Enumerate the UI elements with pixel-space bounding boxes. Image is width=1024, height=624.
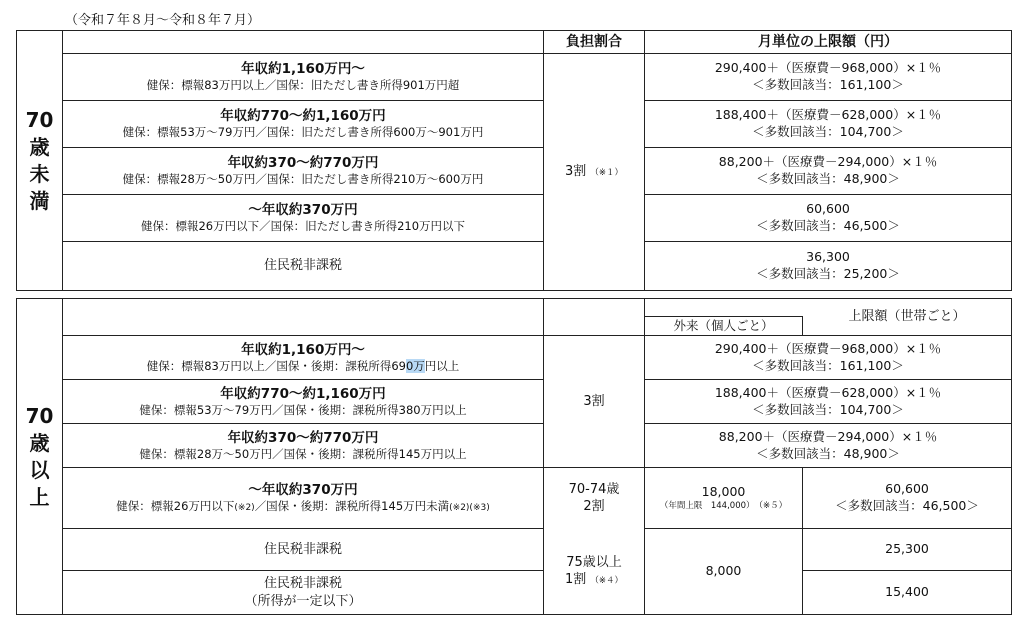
period-label: （令和７年８月～令和８年７月）: [65, 13, 261, 28]
outpatient-limit-cell: 18,000 （年間上限 144,000） （※５）: [645, 468, 803, 529]
limit-cell: 60,600 ＜多数回該当：46,500＞: [645, 195, 1012, 242]
income-cell: 年収約370～約770万円 健保：標報28万～50万円／国保・後期：課税所得145万円以上: [63, 424, 544, 468]
header-blank: [63, 31, 544, 54]
limit-cell: 88,200＋（医療費－294,000）×１％ ＜多数回該当：48,900＞: [645, 148, 1012, 195]
limit-cell: 188,400＋（医療費－628,000）×１％ ＜多数回該当：104,700＞: [645, 380, 1012, 424]
income-cell: 年収約770～約1,160万円 健保：標報53万～79万円／国保：旧ただし書き所得600万～901万円: [63, 101, 544, 148]
highlight: 0万: [405, 358, 425, 373]
ratio-cell: 75歳以上 1割 （※４）: [544, 529, 645, 615]
income-cell: 年収約770～約1,160万円 健保：標報53万～79万円／国保・後期：課税所得380万円以上: [63, 380, 544, 424]
income-cell: 年収約1,160万円～ 健保：標報83万円以上／国保・後期：課税所得690万円以上: [63, 336, 544, 380]
header-blank: [63, 299, 544, 336]
income-cell: ～年収約370万円 健保：標報26万円以下／国保：旧ただし書き所得210万円以下: [63, 195, 544, 242]
header-outpatient: 外来（個人ごと）: [645, 317, 803, 336]
income-cell: 住民税非課税: [63, 242, 544, 291]
header-blank: [645, 299, 803, 317]
header-ratio: 負担割合: [544, 31, 645, 54]
income-cell: 住民税非課税: [63, 529, 544, 571]
header-household-limit: 上限額（世帯ごと）: [803, 299, 1012, 336]
header-blank: [544, 299, 645, 336]
limit-cell: 60,600 ＜多数回該当：46,500＞: [803, 468, 1012, 529]
age-label-under-70: 70 歳 未 満: [17, 31, 63, 291]
ratio-cell: 70-74歳 2割: [544, 468, 645, 529]
income-cell: 年収約370～約770万円 健保：標報28万～50万円／国保：旧ただし書き所得210万～600万円: [63, 148, 544, 195]
limit-cell: 36,300 ＜多数回該当：25,200＞: [645, 242, 1012, 291]
age-label-over-70: 70 歳 以 上: [17, 299, 63, 615]
table-over-70: [16, 298, 1012, 615]
income-cell: 年収約1,160万円～ 健保：標報83万円以上／国保：旧ただし書き所得901万円超: [63, 54, 544, 101]
ratio-cell: 3割 （※１）: [544, 54, 645, 291]
income-cell: 住民税非課税 （所得が一定以下）: [63, 571, 544, 615]
limit-cell: 15,400: [803, 571, 1012, 615]
limit-cell: 25,300: [803, 529, 1012, 571]
income-cell: ～年収約370万円 健保：標報26万円以下(※2)／国保・後期：課税所得145万円未満(※2)(※3): [63, 468, 544, 529]
limit-cell: 290,400＋（医療費－968,000）×１％ ＜多数回該当：161,100＞: [645, 336, 1012, 380]
limit-cell: 290,400＋（医療費－968,000）×１％ ＜多数回該当：161,100＞: [645, 54, 1012, 101]
ratio-cell: 3割: [544, 336, 645, 468]
limit-cell: 188,400＋（医療費－628,000）×１％ ＜多数回該当：104,700＞: [645, 101, 1012, 148]
limit-cell: 88,200＋（医療費－294,000）×１％ ＜多数回該当：48,900＞: [645, 424, 1012, 468]
header-monthly-limit: 月単位の上限額（円）: [645, 31, 1012, 54]
outpatient-limit-cell: 8,000: [645, 529, 803, 615]
table-under-70: [16, 30, 1012, 291]
